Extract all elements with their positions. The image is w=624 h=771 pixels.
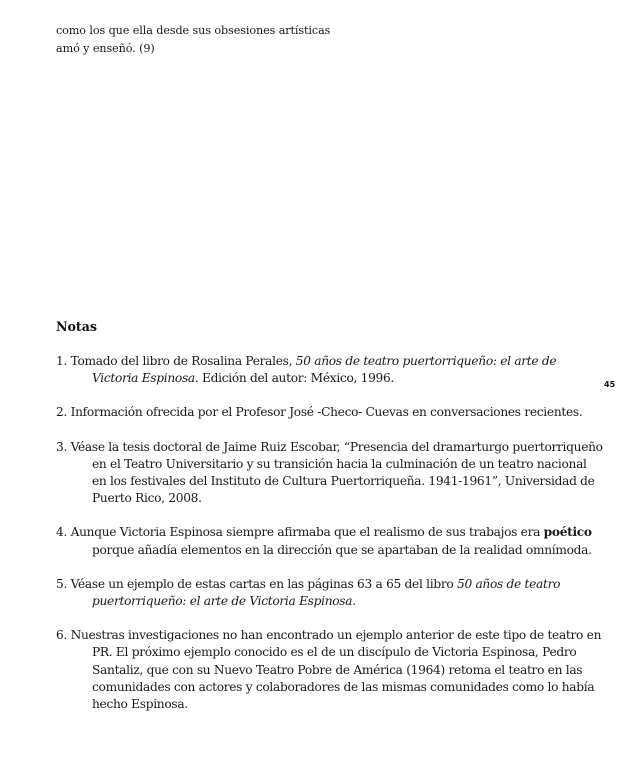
- note-5-book-title: 50 años de teatro puertorriqueño: el arte de Victoria Espinosa.: [92, 576, 561, 609]
- note-2: 2. Información ofrecida por el Profesor José -Checo- Cuevas en conversaciones recientes.: [56, 405, 583, 420]
- intro-paragraph: [56, 22, 496, 58]
- notes-list: [56, 353, 604, 730]
- note-1-text: 1. Tomado del libro de Rosalina Perales,: [56, 354, 296, 368]
- note-1-book-title: 50 años de teatro puertorriqueño: el arte de Victoria Espinosa.: [92, 354, 557, 386]
- note-1: [56, 353, 604, 387]
- page-number: 45: [604, 380, 616, 389]
- intro-line-1: como los que ella desde sus obsesiones artísticas: [56, 24, 331, 37]
- notes-heading: Notas: [56, 319, 97, 334]
- note-1-edition: Edición del autor: México, 1996.: [198, 371, 395, 386]
- note-4: [56, 524, 604, 558]
- note-4-text-end: porque añadía elementos en la dirección que se apartaban de la realidad omnímoda.: [92, 542, 592, 557]
- note-5-text: 5. Véase un ejemplo de estas cartas en las páginas 63 a 65 del libro: [56, 576, 457, 591]
- note-6: 6. Nuestras investigaciones no han encontrado un ejemplo anterior de este tipo de teatro en PR. El próximo ejemplo conocido es el de un discípulo de Victoria Espinosa, Pedro Santaliz, que con su Nuevo Teatro Pobre de América (1964) retoma el teatro en las comunidades con actores y colaboradores de las mismas comunidades como lo había hecho Espinosa.: [56, 628, 602, 712]
- note-5: [56, 576, 604, 610]
- note-3: 3. Véase la tesis doctoral de Jaime Ruiz Escobar, “Presencia del dramarturgo puertorriqueño en el Teatro Universitario y su transición hacia la culminación de un teatro nacional en los festivales del Instituto de Cultura Puertorriqueña. 1941-1961”, Universidad de Puerto Rico, 2008.: [56, 439, 603, 506]
- note-4-text: 4. Aunque Victoria Espinosa siempre afirmaba que el realismo de sus trabajos era: [56, 525, 544, 540]
- intro-line-2: amó y enseñó. (9): [56, 42, 155, 55]
- note-4-emphasis: poético: [543, 525, 592, 540]
